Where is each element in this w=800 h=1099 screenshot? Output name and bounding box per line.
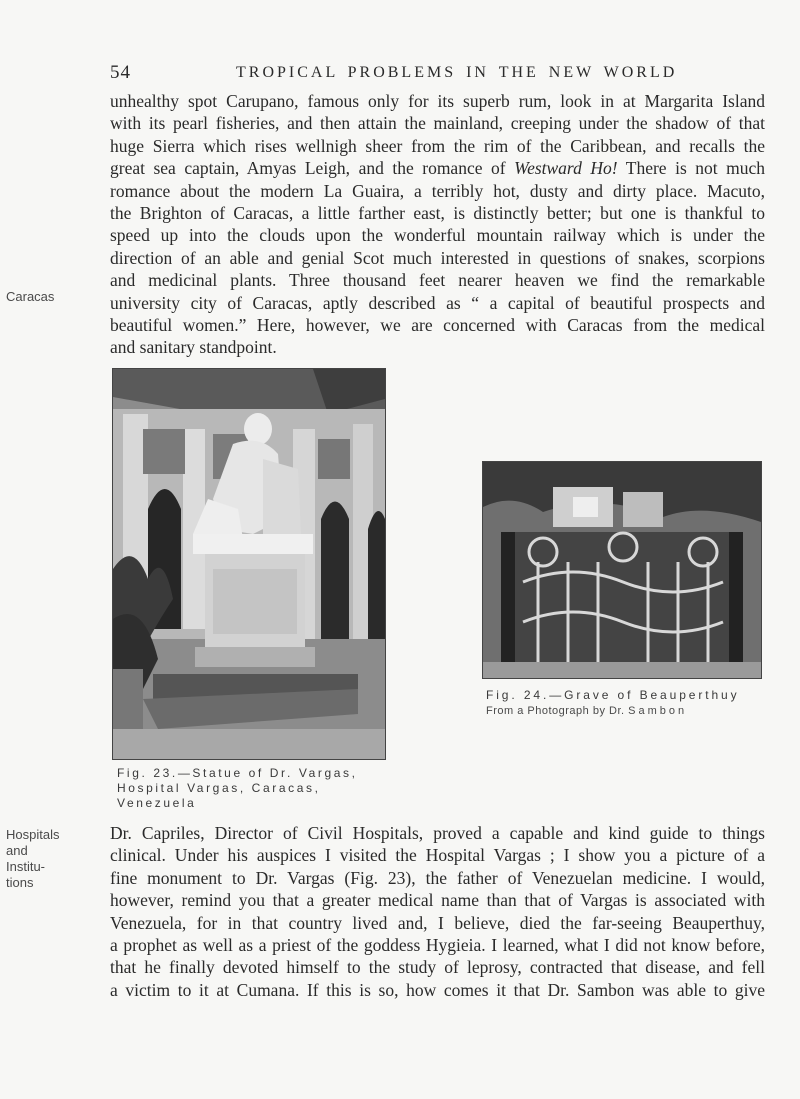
text-segment: There is not much: [625, 158, 766, 179]
text-line: the Brighton of Caracas, a little farther east, is distinctly better; but one is thankful to: [110, 203, 765, 224]
text-line: university city of Caracas, aptly described as “ a capital of beautiful prospects and: [110, 292, 765, 313]
text-line: unhealthy spot Carupano, famous only for its superb rum, look in at Margarita Island: [110, 91, 765, 111]
figure-23-caption: [117, 766, 397, 811]
credit-name: Sambon: [628, 705, 688, 717]
paragraph-1: [110, 90, 765, 359]
grave-photo: [482, 461, 762, 679]
text-line: huge Sierra which rises wellnigh sheer from the rim of the Caribbean, and recalls the: [110, 135, 765, 156]
text-line: romance about the modern La Guaira, a terribly hot, dusty and dirty place. Macuto,: [110, 180, 765, 201]
text-line: direction of an able and genial Scot much interested in questions of snakes, scorpions: [110, 247, 765, 268]
text-line: Dr. Capriles, Director of Civil Hospitals, proved a capable and kind guide to things: [110, 823, 765, 843]
paragraph-2: [110, 822, 765, 1001]
text-line: and sanitary standpoint.: [110, 337, 277, 358]
running-title: TROPICAL PROBLEMS IN THE NEW WORLD: [236, 64, 678, 81]
figure-24-caption: Fig. 24.—Grave of Beauperthuy: [486, 688, 740, 702]
book-title: Westward Ho!: [514, 158, 618, 179]
text-line: clinical. Under his auspices I visited the Hospital Vargas ; I show you a picture of a: [110, 845, 765, 866]
text-line: beautiful women.” Here, however, we are concerned with Caracas from the medical: [110, 315, 765, 336]
margin-note-hospitals: [6, 827, 59, 891]
page-number: 54: [110, 62, 131, 83]
caption-line: Hospital Vargas, Caracas,: [117, 781, 321, 795]
margin-note-caracas: Caracas: [6, 289, 55, 304]
grave-illustration: [483, 462, 761, 678]
caption-line: Fig. 23.—Statue of Dr. Vargas,: [117, 766, 358, 780]
margin-line: and: [6, 843, 28, 858]
text-line: however, remind you that a greater medical name than that of Vargas is associated with: [110, 890, 765, 911]
text-line: [110, 157, 765, 179]
statue-illustration: [113, 369, 385, 759]
margin-line: tions: [6, 875, 34, 890]
margin-line: Institu-: [6, 859, 46, 874]
statue-photo: [112, 368, 386, 760]
text-segment: great sea captain, Amyas Leigh, and the romance of: [110, 158, 506, 179]
text-line: with its pearl fisheries, and then attain the mainland, creeping under the shadow of that: [110, 113, 765, 134]
text-line: Venezuela, for in that country lived and, I believe, died the far-seeing Beauperthuy,: [110, 912, 765, 933]
margin-line: Hospitals: [6, 827, 60, 842]
text-line: and medicinal plants. Three thousand feet nearer heaven we find the remarkable: [110, 270, 765, 291]
caption-line: Venezuela: [117, 796, 197, 810]
figure-24-credit: [486, 705, 766, 717]
text-line: a victim to it at Cumana. If this is so, how comes it that Dr. Sambon was able to give: [110, 979, 765, 1000]
text-line: fine monument to Dr. Vargas (Fig. 23), the father of Venezuelan medicine. I would,: [110, 867, 765, 888]
text-line: that he finally devoted himself to the study of leprosy, contracted that disease, and fell: [110, 957, 765, 978]
text-line: a prophet as well as a priest of the goddess Hygieia. I learned, what I did not know before,: [110, 935, 765, 956]
text-line: speed up into the clouds upon the wonderful mountain railway which is under the: [110, 225, 765, 246]
credit-prefix: From a Photograph by Dr.: [486, 705, 625, 717]
